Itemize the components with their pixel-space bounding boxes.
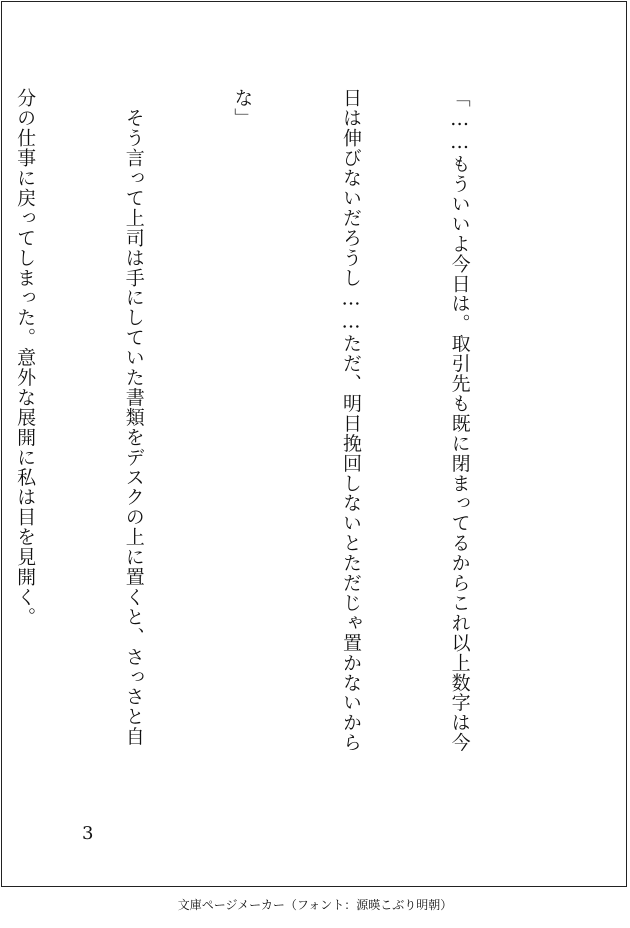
- text-line: 日は伸びないだろうし……ただ、明日挽回しないとただじゃ置かないから: [339, 88, 362, 753]
- page-number: 3: [82, 823, 94, 844]
- text-line: そう言って上司は手にしていた書類をデスクの上に置くと、さっさと自: [122, 88, 145, 747]
- vertical-text-block: [14, 88, 550, 788]
- text-line: な」: [231, 88, 254, 128]
- text-line: 「……もういいよ今日は。取引先も既に閉まってるからこれ以上数字は今: [448, 88, 471, 753]
- footer-credit-label: 文庫ページメーカー（フォント：源暎こぶり明朝）: [177, 898, 453, 912]
- text-line: 分の仕事に戻ってしまった。意外な展開に私は目を見開く。: [14, 88, 37, 627]
- page-frame: [1, 1, 627, 887]
